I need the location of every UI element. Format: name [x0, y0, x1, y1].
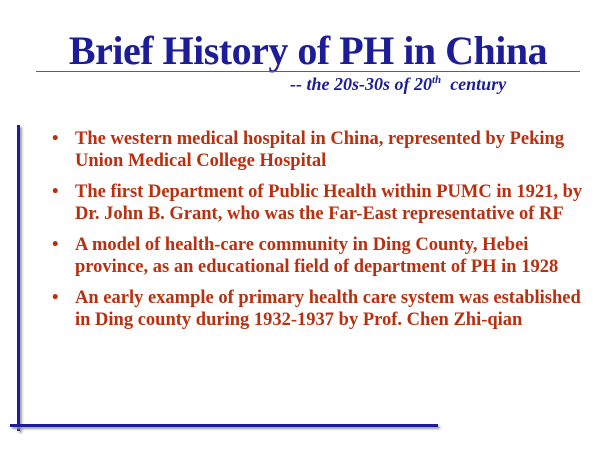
slide-title: Brief History of PH in China: [68, 28, 548, 73]
bullet-text: A model of health-care community in Ding County, Hebei province, as an educational field of department of PH in 1928: [75, 235, 559, 277]
slide-subtitle: [290, 73, 590, 95]
bullet-item: [46, 287, 586, 331]
bullet-icon: •: [52, 235, 59, 255]
bullet-text: The first Department of Public Health within PUMC in 1921, by Dr. John B. Grant, who was the Far-East representative of RF: [75, 182, 583, 224]
bullet-icon: •: [52, 182, 59, 202]
bullet-text: The western medical hospital in China, represented by Peking Union Medical College Hospital: [75, 129, 565, 171]
bullet-text: An early example of primary health care system was established in Ding county during 1932-1937 by Prof. Chen Zhi-qian: [75, 288, 581, 330]
bullet-list: [46, 128, 586, 340]
frame-vertical-bar: [17, 125, 20, 431]
subtitle-suffix: century: [450, 74, 507, 94]
bullet-item: [46, 234, 586, 278]
bullet-icon: •: [52, 129, 59, 149]
subtitle-prefix: -- the 20s-30s of 20: [290, 74, 432, 94]
bullet-icon: •: [52, 288, 59, 308]
bullet-item: [46, 128, 586, 172]
title-underline: [36, 71, 580, 72]
frame-horizontal-bar: [10, 424, 438, 427]
subtitle-superscript: th: [432, 74, 442, 86]
bullet-item: [46, 181, 586, 225]
